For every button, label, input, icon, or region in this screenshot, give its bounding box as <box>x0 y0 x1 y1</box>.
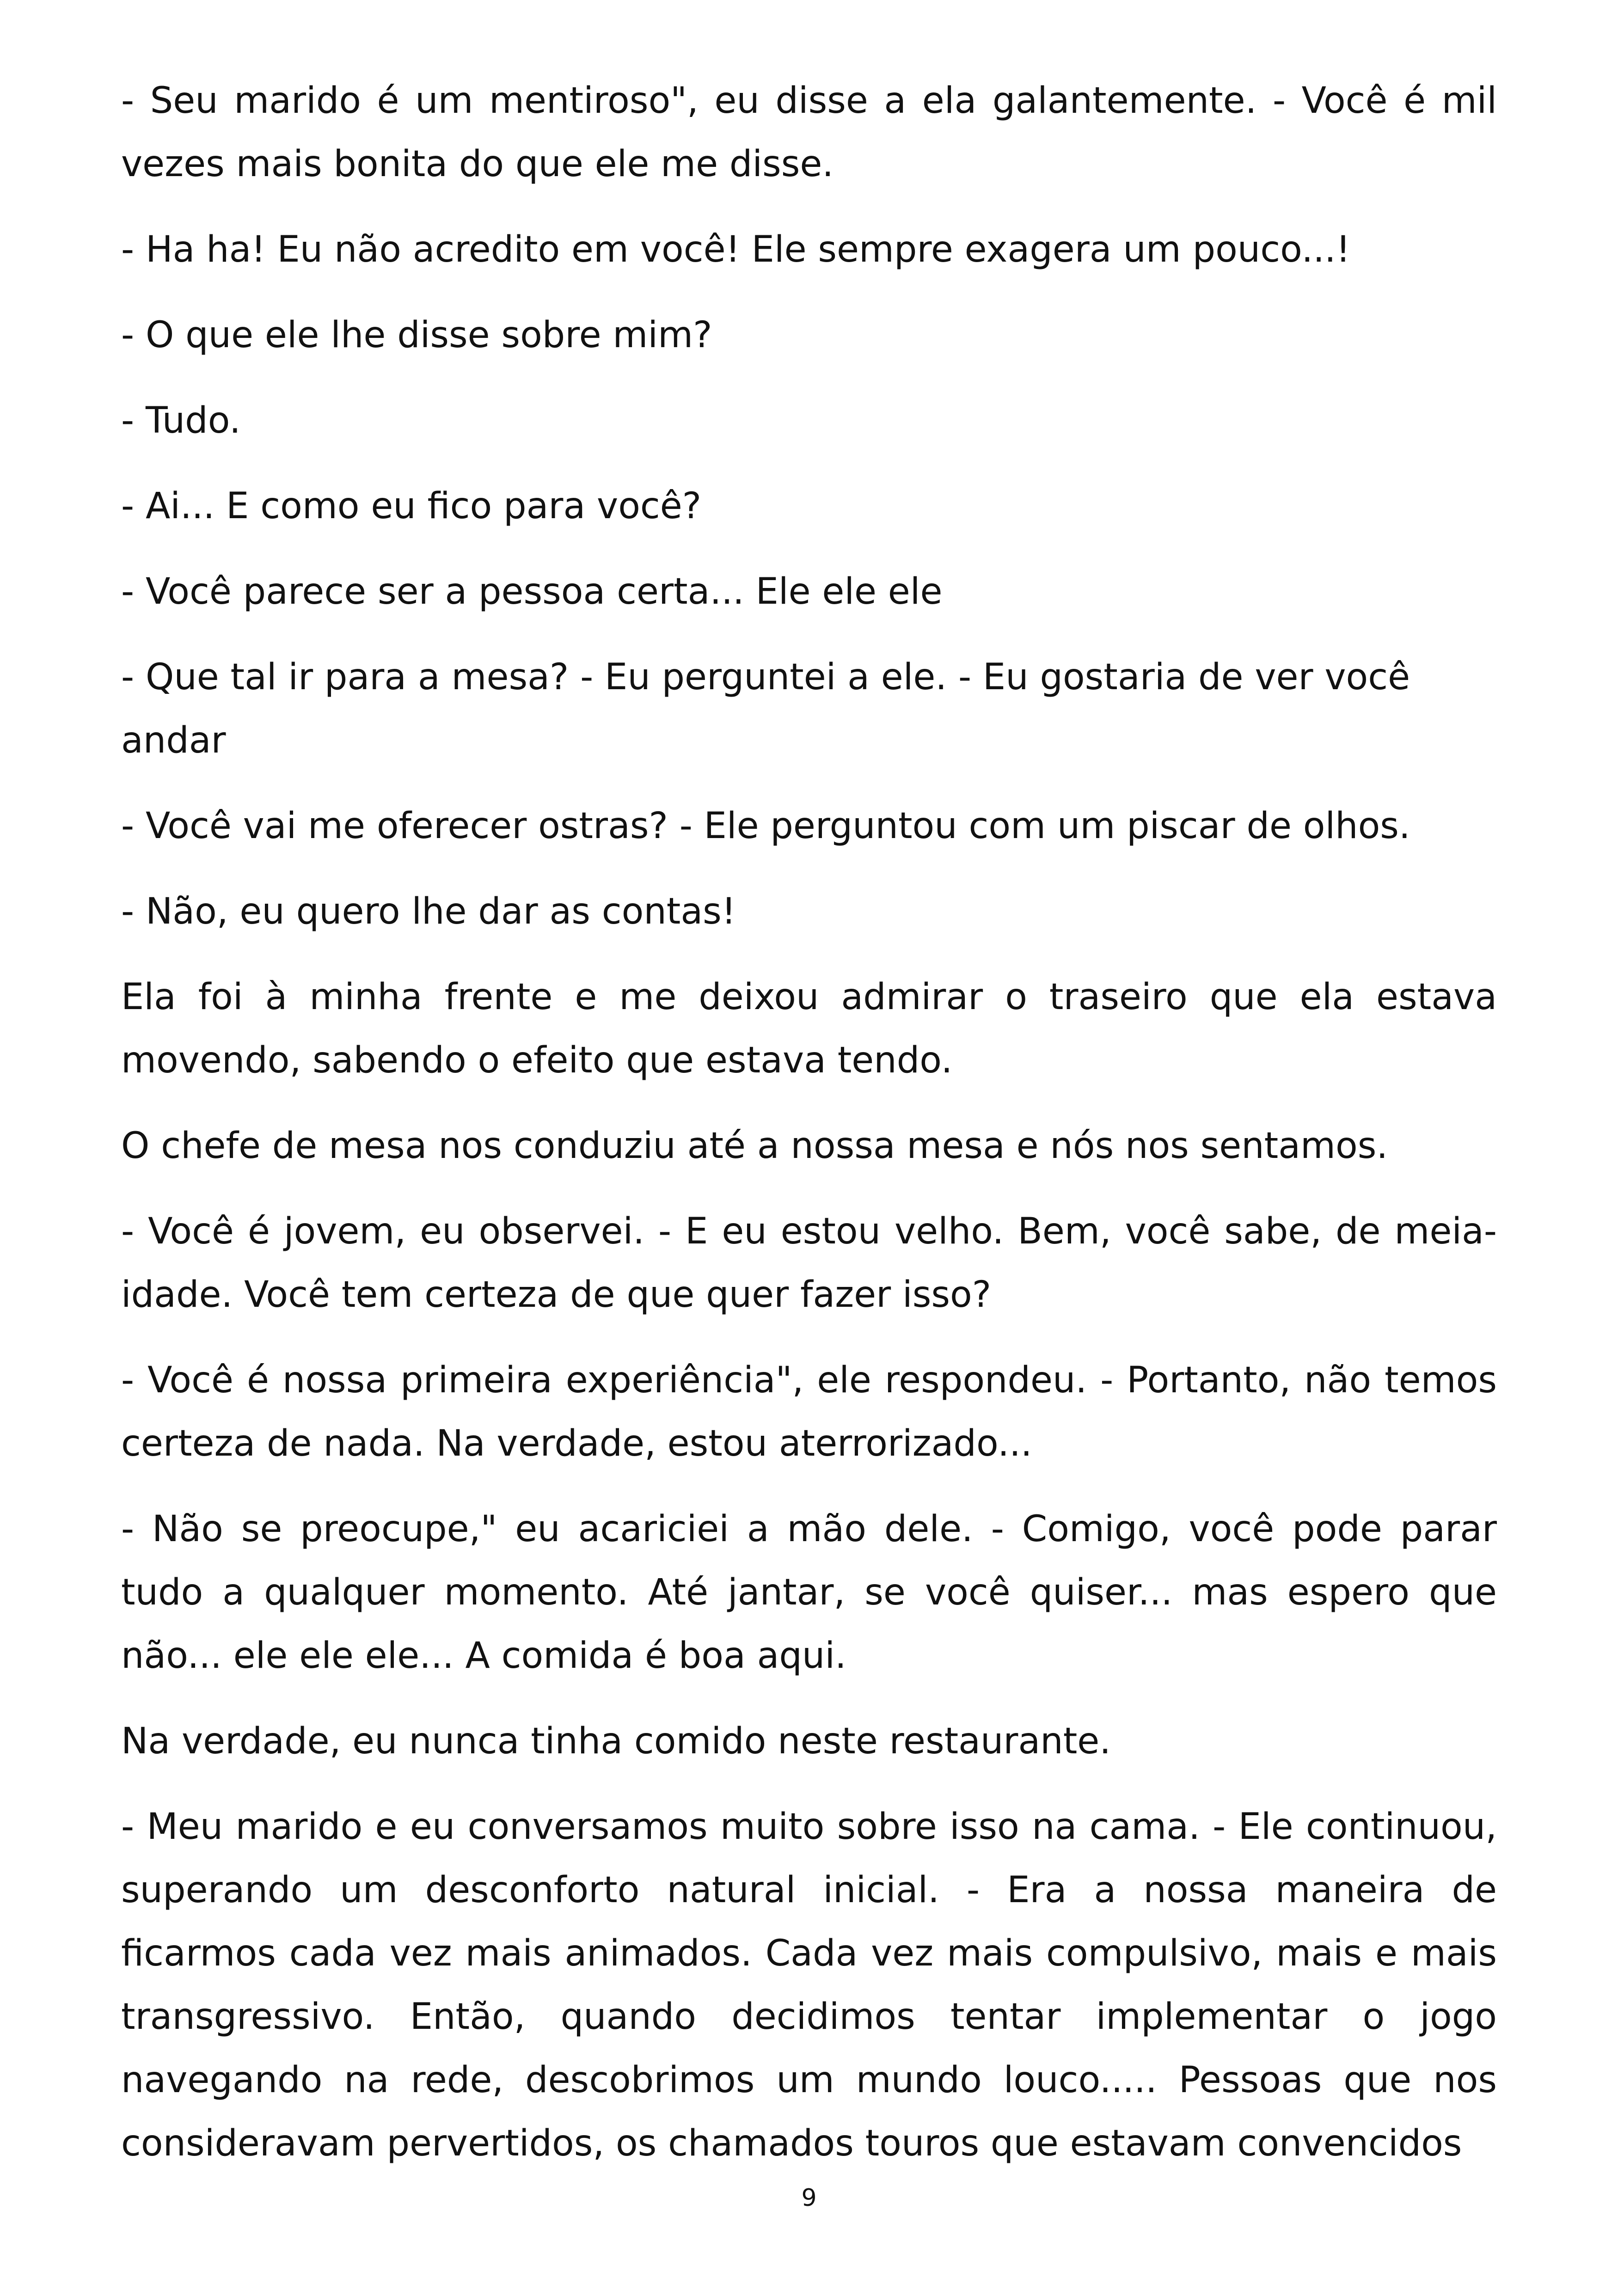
page-number: 9 <box>801 2184 817 2212</box>
paragraph-6: - Você parece ser a pessoa certa... Ele ele ele <box>121 571 943 612</box>
paragraph-10: Ela foi à minha frente e me deixou admirar o traseiro que ela estava movendo, sabendo o efeito que estava tendo. <box>121 976 1497 1081</box>
paragraph-1: - Seu marido é um mentiroso", eu disse a ela galantemente. - Você é mil vezes mais bonita do que ele me disse. <box>121 80 1497 185</box>
paragraph-16: - Meu marido e eu conversamos muito sobre isso na cama. - Ele continuou, superando um desconforto natural inicial. - Era a nossa maneira de ficarmos cada vez mais animados. Cada vez mais compulsivo, mais e mais transgressivo. Então, quando decidimos tentar implementar o jogo navegando na rede, descobrimos um mundo louco..... Pessoas que nos consideravam pervertidos, os chamados touros que estavam convencidos <box>121 1806 1497 2164</box>
paragraph-14: - Não se preocupe," eu acariciei a mão dele. - Comigo, você pode parar tudo a qualquer momento. Até jantar, se você quiser... mas espero que não... ele ele ele... A comida é boa aqui. <box>121 1508 1497 1677</box>
paragraph-12: - Você é jovem, eu observei. - E eu estou velho. Bem, você sabe, de meia-idade. Você tem certeza de que quer fazer isso? <box>121 1211 1497 1316</box>
paragraph-9: - Não, eu quero lhe dar as contas! <box>121 891 736 932</box>
paragraph-13: - Você é nossa primeira experiência", ele respondeu. - Portanto, não temos certeza de nada. Na verdade, estou aterrorizado... <box>121 1359 1497 1464</box>
paragraph-3: - O que ele lhe disse sobre mim? <box>121 314 712 356</box>
paragraph-4: - Tudo. <box>121 400 241 441</box>
paragraph-5: - Ai... E como eu fico para você? <box>121 485 702 527</box>
paragraph-7: - Que tal ir para a mesa? - Eu perguntei a ele. - Eu gostaria de ver você andar <box>121 656 1410 761</box>
paragraph-11: O chefe de mesa nos conduziu até a nossa mesa e nós nos sentamos. <box>121 1125 1388 1167</box>
body-text <box>121 69 1497 2198</box>
paragraph-15: Na verdade, eu nunca tinha comido neste restaurante. <box>121 1720 1111 1762</box>
paragraph-8: - Você vai me oferecer ostras? - Ele perguntou com um piscar de olhos. <box>121 805 1410 847</box>
paragraph-2: - Ha ha! Eu não acredito em você! Ele sempre exagera um pouco...! <box>121 229 1351 270</box>
